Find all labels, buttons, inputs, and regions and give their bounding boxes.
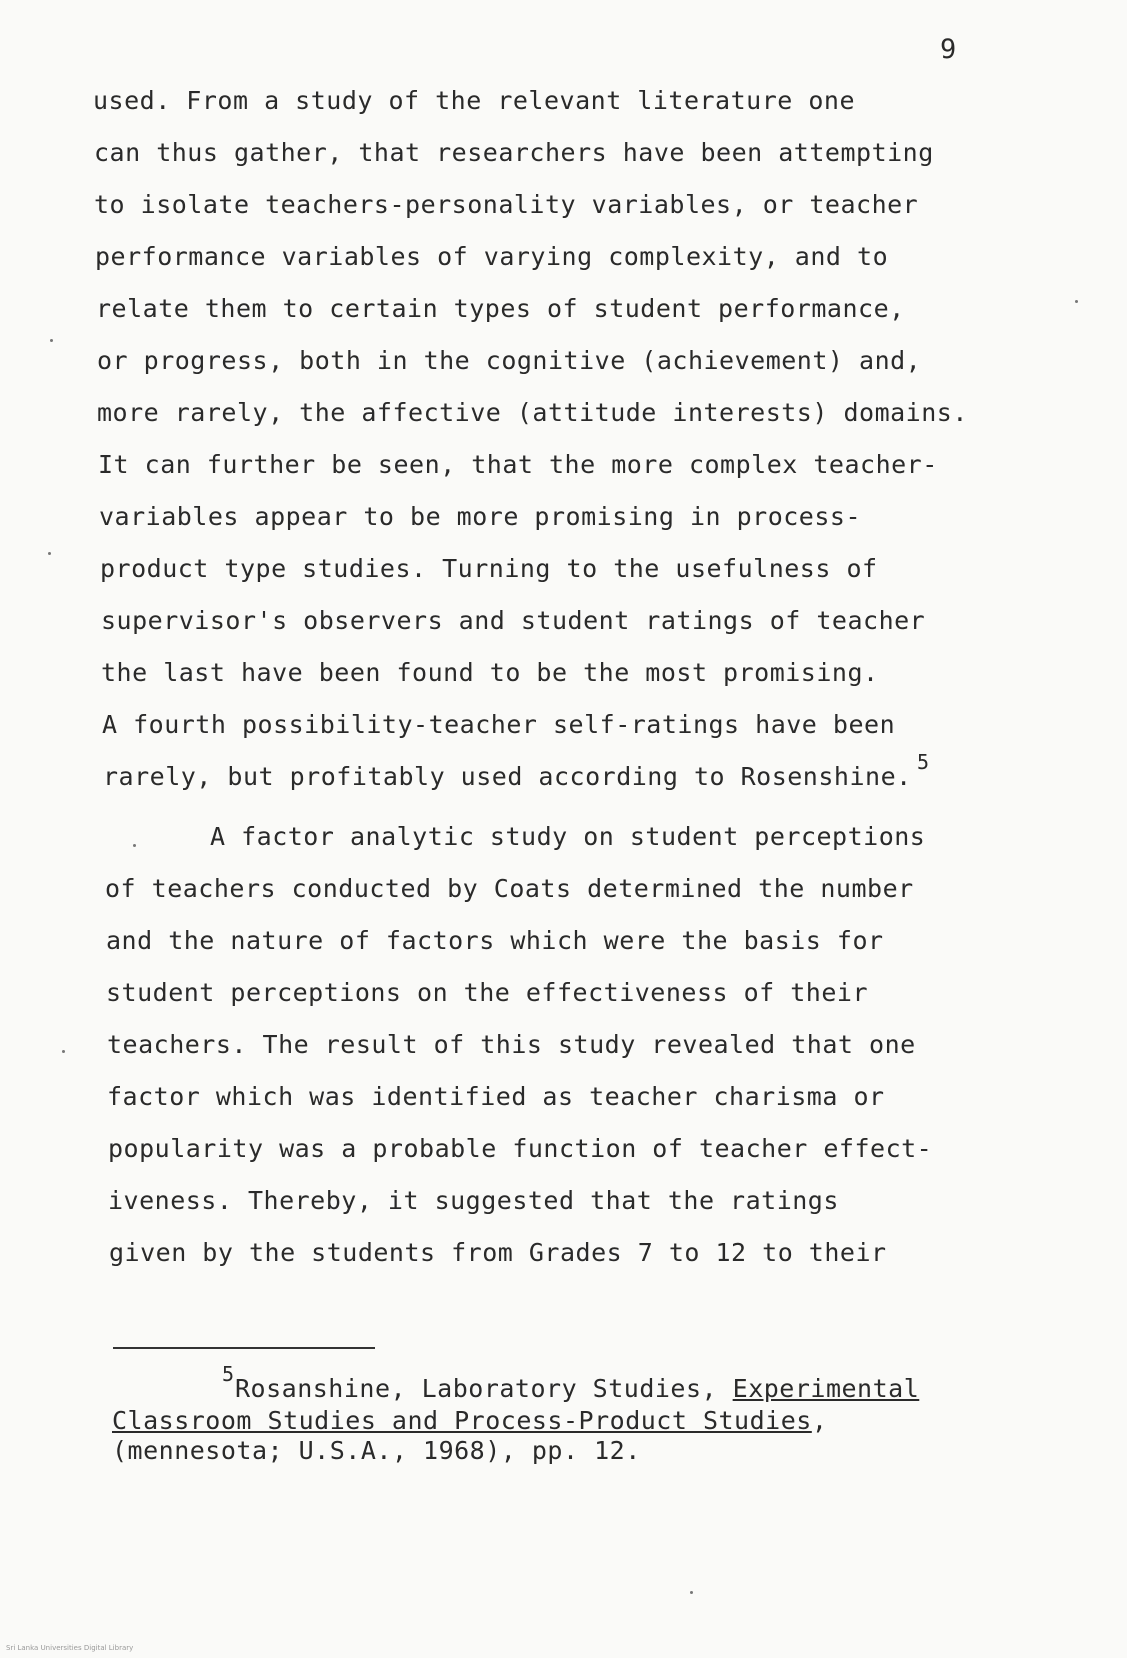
scan-imprint: Sri Lanka Universities Digital Library — [6, 1644, 134, 1652]
footnote-marker: 5 — [222, 1362, 235, 1386]
body-line: and the nature of factors which were the basis for — [106, 926, 884, 955]
body-line: or progress, both in the cognitive (achievement) and, — [97, 346, 922, 375]
body-line: given by the students from Grades 7 to 12 to their — [109, 1238, 887, 1267]
body-line: variables appear to be more promising in process- — [99, 502, 862, 531]
footnote-author: Rosanshine, Laboratory Studies, — [235, 1374, 733, 1403]
body-line: the last have been found to be the most promising. — [101, 658, 879, 687]
body-line: teachers. The result of this study revealed that one — [107, 1030, 916, 1059]
body-line: rarely, but profitably used according to Rosenshine. — [103, 762, 912, 791]
footnote-title: Classroom Studies and Process-Product Studies — [112, 1406, 812, 1435]
footnote-separator — [113, 1347, 375, 1349]
body-line: A factor analytic study on student perceptions — [210, 822, 926, 851]
page-number: 9 — [940, 34, 957, 65]
body-line: relate them to certain types of student performance, — [96, 294, 905, 323]
body-line: of teachers conducted by Coats determined the number — [105, 874, 914, 903]
body-line: student perceptions on the effectiveness of their — [106, 978, 869, 1007]
body-line: performance variables of varying complexity, and to — [95, 242, 889, 271]
body-line: supervisor's observers and student ratings of teacher — [101, 606, 926, 635]
footnote-title: Experimental — [732, 1374, 920, 1403]
footnote-reference: 5 — [917, 750, 930, 774]
body-line: factor which was identified as teacher charisma or — [107, 1082, 885, 1111]
body-line: used. From a study of the relevant literature one — [93, 86, 856, 115]
body-line: to isolate teachers-personality variables, or teacher — [94, 190, 919, 219]
body-line: can thus gather, that researchers have been attempting — [94, 138, 934, 167]
body-line: more rarely, the affective (attitude interests) domains. — [97, 398, 968, 427]
body-line: It can further be seen, that the more complex teacher- — [98, 450, 938, 479]
body-line: A fourth possibility-teacher self-ratings have been — [102, 710, 896, 739]
footnote-line-1 — [235, 1374, 919, 1404]
body-line: product type studies. Turning to the usefulness of — [100, 554, 878, 583]
body-line: popularity was a probable function of teacher effect- — [108, 1134, 933, 1163]
body-line: iveness. Thereby, it suggested that the ratings — [108, 1186, 839, 1215]
footnote-line-3: (mennesota; U.S.A., 1968), pp. 12. — [112, 1436, 641, 1465]
footnote-line-2: Classroom Studies and Process-Product Studies, — [112, 1406, 828, 1435]
